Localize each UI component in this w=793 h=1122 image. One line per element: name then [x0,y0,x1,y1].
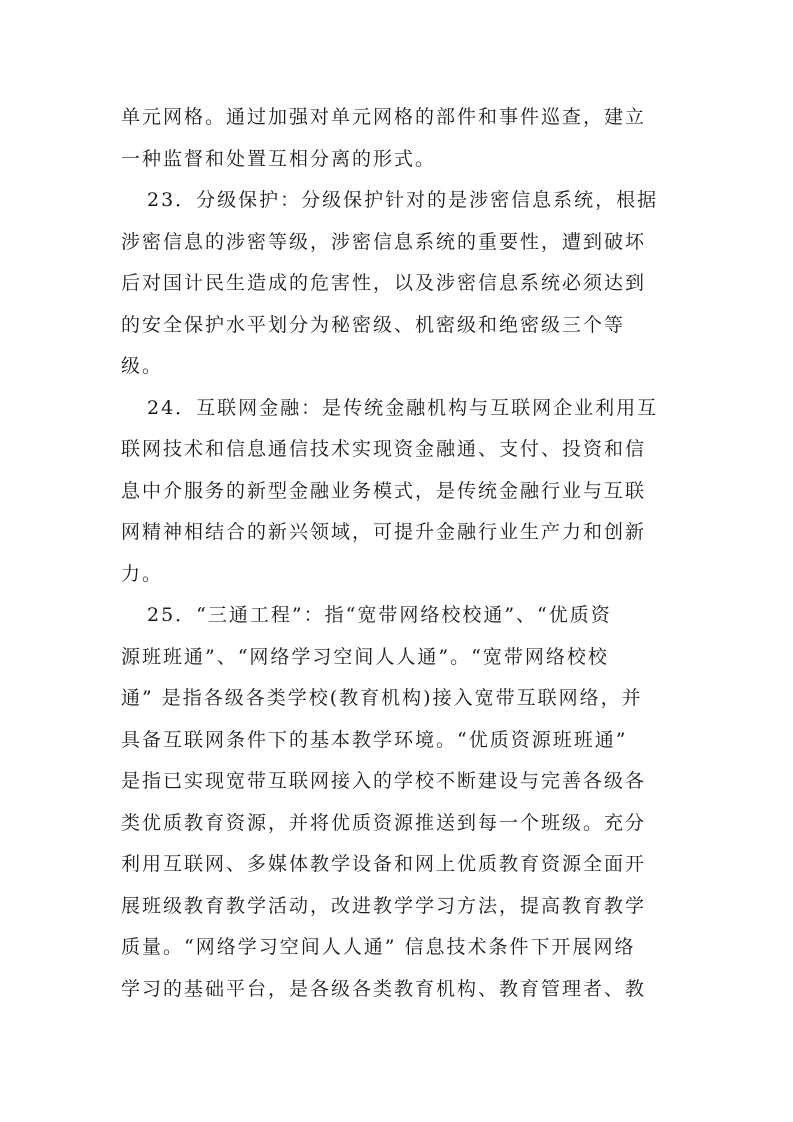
document-body [121,97,669,1010]
text-line: 联网技术和信息通信技术实现资金融通、支付、投资和信 [121,438,647,460]
text-line: 通” 是指各级各类学校(教育机构)接入宽带互联网络，并 [121,687,643,709]
text-line: 后对国计民生造成的危害性，以及涉密信息系统必须达到 [121,272,647,294]
text-line: 力。 [121,562,164,585]
text-line: 网精神相结合的新兴领域，可提升金融行业生产力和创新 [121,521,647,543]
text-line: 息中介服务的新型金融业务模式，是传统金融行业与互联 [121,479,647,502]
text-line: 23．分级保护：分级保护针对的是涉密信息系统，根据 [147,189,659,211]
text-line: 的安全保护水平划分为秘密级、机密级和绝密级三个等 [121,313,626,336]
text-line: 利用互联网、多媒体教学设备和网上优质教育资源全面开 [121,853,647,875]
text-line: 源班班通”、“网络学习空间人人通”。“宽带网络校校 [121,645,609,668]
text-line: 类优质教育资源，并将优质资源推送到每一个班级。充分 [121,811,647,834]
text-line: 单元网格。通过加强对单元网格的部件和事件巡查，建立 [121,106,647,128]
text-line: 是指已实现宽带互联网接入的学校不断建设与完善各级各 [121,770,647,792]
text-line: 涉密信息的涉密等级，涉密信息系统的重要性，遭到破坏 [121,230,647,253]
text-line: 具备互联网条件下的基本教学环境。“优质资源班班通” [121,728,628,751]
text-line: 级。 [121,355,164,377]
text-line: 一种监督和处置互相分离的形式。 [121,147,437,170]
text-line: 学习的基础平台，是各级各类教育机构、教育管理者、教 [121,977,647,1000]
text-line: 展班级教育教学活动，改进教学学习方法，提高教育教学 [121,894,647,917]
text-line: 25．“三通工程”：指“宽带网络校校通”、“优质资 [147,604,612,626]
text-line: 24．互联网金融：是传统金融机构与互联网企业利用互 [147,396,659,419]
text-line: 质量。“网络学习空间人人通” 信息技术条件下开展网络 [121,936,636,958]
